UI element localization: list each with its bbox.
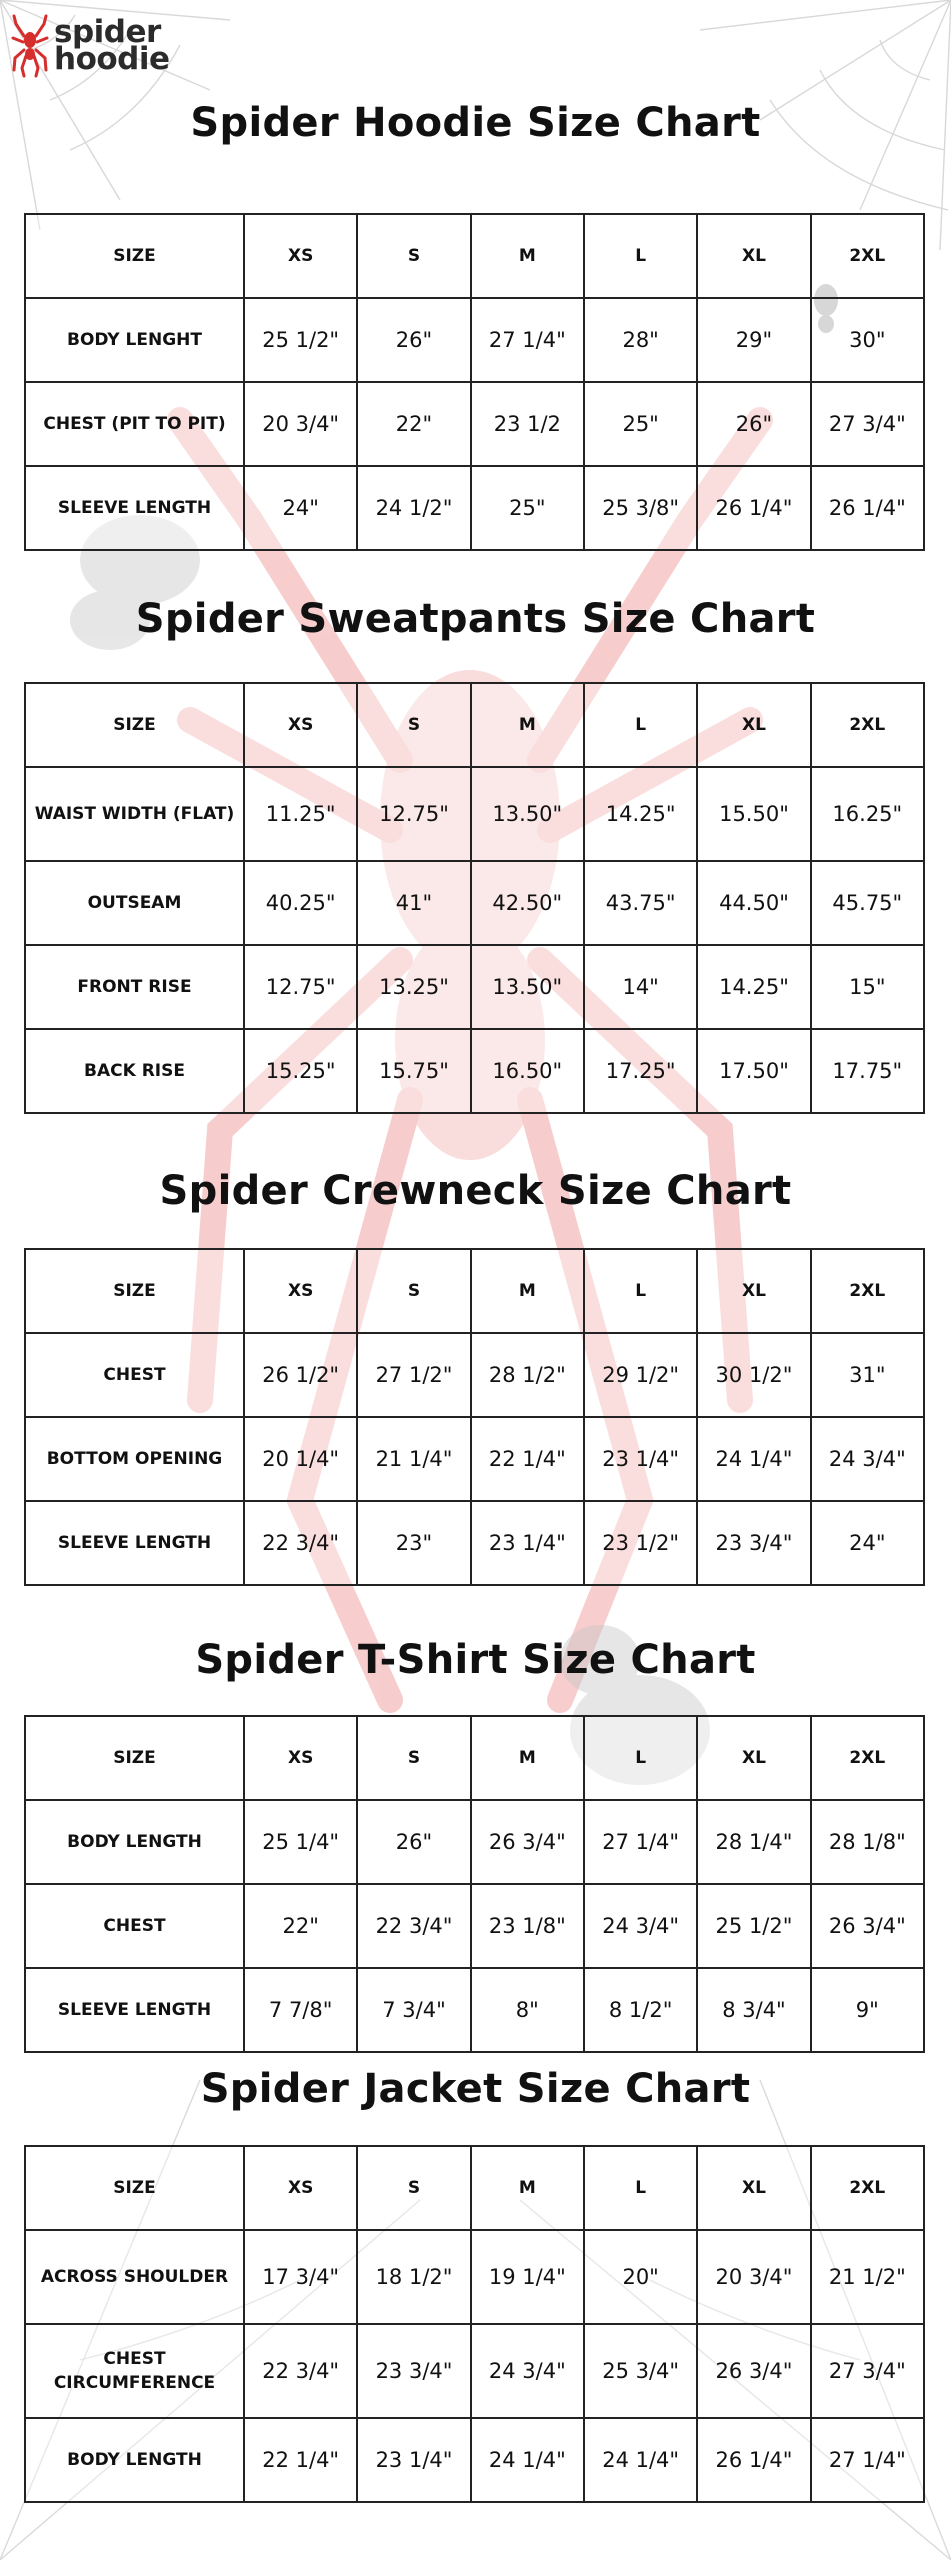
- value-cell: 24 1/4": [584, 2418, 697, 2502]
- value-cell: 23 1/4": [471, 1501, 584, 1585]
- header-cell: XL: [697, 1716, 810, 1800]
- value-cell: 27 1/2": [357, 1333, 470, 1417]
- header-cell: SIZE: [25, 2146, 244, 2230]
- value-cell: 40.25": [244, 861, 357, 945]
- value-cell: 31": [811, 1333, 924, 1417]
- value-cell: 20 3/4": [697, 2230, 810, 2324]
- value-cell: 26 3/4": [811, 1884, 924, 1968]
- row-label: BACK RISE: [25, 1029, 244, 1113]
- value-cell: 23 3/4": [697, 1501, 810, 1585]
- table-header-row: [25, 1716, 924, 1800]
- value-cell: 26": [697, 382, 810, 466]
- value-cell: 24": [811, 1501, 924, 1585]
- value-cell: 43.75": [584, 861, 697, 945]
- value-cell: 25 1/2": [244, 298, 357, 382]
- value-cell: 30 1/2": [697, 1333, 810, 1417]
- table-row: [25, 1029, 924, 1113]
- header-cell: XS: [244, 1249, 357, 1333]
- value-cell: 26": [357, 298, 470, 382]
- row-label: BODY LENGTH: [25, 1800, 244, 1884]
- value-cell: 27 3/4": [811, 2324, 924, 2418]
- header-cell: L: [584, 683, 697, 767]
- jacket-chart-title: Spider Jacket Size Chart: [200, 2066, 751, 2112]
- header-cell: XS: [244, 214, 357, 298]
- table-row: [25, 1501, 924, 1585]
- value-cell: 15.50": [697, 767, 810, 861]
- header-cell: L: [584, 2146, 697, 2230]
- value-cell: 26 1/4": [811, 466, 924, 550]
- value-cell: 7 3/4": [357, 1968, 470, 2052]
- value-cell: 12.75": [357, 767, 470, 861]
- value-cell: 25 3/8": [584, 466, 697, 550]
- value-cell: 23 3/4": [357, 2324, 470, 2418]
- value-cell: 27 1/4": [811, 2418, 924, 2502]
- value-cell: 25": [471, 466, 584, 550]
- value-cell: 20 3/4": [244, 382, 357, 466]
- table-row: [25, 945, 924, 1029]
- table-row: [25, 2418, 924, 2502]
- value-cell: 25 3/4": [584, 2324, 697, 2418]
- value-cell: 14": [584, 945, 697, 1029]
- header-cell: S: [357, 1249, 470, 1333]
- value-cell: 15": [811, 945, 924, 1029]
- header-cell: 2XL: [811, 683, 924, 767]
- value-cell: 23 1/4": [357, 2418, 470, 2502]
- value-cell: 23 1/4": [584, 1417, 697, 1501]
- value-cell: 22": [244, 1884, 357, 1968]
- table-row: [25, 767, 924, 861]
- value-cell: 29": [697, 298, 810, 382]
- value-cell: 28 1/2": [471, 1333, 584, 1417]
- row-label: BOTTOM OPENING: [25, 1417, 244, 1501]
- header-cell: S: [357, 683, 470, 767]
- table-row: [25, 1968, 924, 2052]
- value-cell: 8 1/2": [584, 1968, 697, 2052]
- header-cell: M: [471, 214, 584, 298]
- brand-line-2: hoodie: [54, 41, 170, 77]
- value-cell: 8": [471, 1968, 584, 2052]
- value-cell: 7 7/8": [244, 1968, 357, 2052]
- row-label: BODY LENGHT: [25, 298, 244, 382]
- crewneck-size-table: [24, 1248, 925, 1586]
- header-cell: SIZE: [25, 214, 244, 298]
- table-row: [25, 2230, 924, 2324]
- row-label: ACROSS SHOULDER: [25, 2230, 244, 2324]
- header-cell: 2XL: [811, 214, 924, 298]
- row-label: SLEEVE LENGTH: [25, 1968, 244, 2052]
- sweatpants-chart-title: Spider Sweatpants Size Chart: [135, 596, 816, 642]
- value-cell: 17.75": [811, 1029, 924, 1113]
- value-cell: 14.25": [697, 945, 810, 1029]
- row-label: CHEST: [25, 1333, 244, 1417]
- header-cell: 2XL: [811, 1249, 924, 1333]
- header-cell: M: [471, 2146, 584, 2230]
- value-cell: 17 3/4": [244, 2230, 357, 2324]
- value-cell: 26 3/4": [697, 2324, 810, 2418]
- header-cell: SIZE: [25, 683, 244, 767]
- hoodie-size-table: [24, 213, 925, 551]
- value-cell: 9": [811, 1968, 924, 2052]
- row-label: OUTSEAM: [25, 861, 244, 945]
- value-cell: 24 1/4": [697, 1417, 810, 1501]
- row-label: WAIST WIDTH (FLAT): [25, 767, 244, 861]
- header-cell: XL: [697, 683, 810, 767]
- value-cell: 24 1/4": [471, 2418, 584, 2502]
- header-cell: M: [471, 1716, 584, 1800]
- row-label: SLEEVE LENGTH: [25, 466, 244, 550]
- tshirt-size-table: [24, 1715, 925, 2053]
- header-cell: M: [471, 683, 584, 767]
- value-cell: 22 3/4": [244, 2324, 357, 2418]
- value-cell: 28": [584, 298, 697, 382]
- value-cell: 26": [357, 1800, 470, 1884]
- value-cell: 11.25": [244, 767, 357, 861]
- header-cell: 2XL: [811, 1716, 924, 1800]
- value-cell: 25 1/4": [244, 1800, 357, 1884]
- header-cell: L: [584, 1716, 697, 1800]
- header-cell: S: [357, 1716, 470, 1800]
- spider-logo-icon: [10, 14, 50, 78]
- value-cell: 22 1/4": [244, 2418, 357, 2502]
- value-cell: 8 3/4": [697, 1968, 810, 2052]
- value-cell: 21 1/2": [811, 2230, 924, 2324]
- value-cell: 28 1/8": [811, 1800, 924, 1884]
- value-cell: 23 1/8": [471, 1884, 584, 1968]
- value-cell: 13.50": [471, 945, 584, 1029]
- header-cell: M: [471, 1249, 584, 1333]
- value-cell: 22 3/4": [357, 1884, 470, 1968]
- value-cell: 27 3/4": [811, 382, 924, 466]
- value-cell: 26 1/2": [244, 1333, 357, 1417]
- value-cell: 41": [357, 861, 470, 945]
- table-header-row: [25, 1249, 924, 1333]
- table-row: [25, 2324, 924, 2418]
- value-cell: 16.50": [471, 1029, 584, 1113]
- value-cell: 14.25": [584, 767, 697, 861]
- value-cell: 15.75": [357, 1029, 470, 1113]
- header-cell: L: [584, 214, 697, 298]
- hoodie-chart-title: Spider Hoodie Size Chart: [190, 100, 761, 146]
- header-cell: 2XL: [811, 2146, 924, 2230]
- header-cell: XL: [697, 1249, 810, 1333]
- value-cell: 18 1/2": [357, 2230, 470, 2324]
- header-cell: XL: [697, 2146, 810, 2230]
- value-cell: 42.50": [471, 861, 584, 945]
- value-cell: 24 3/4": [471, 2324, 584, 2418]
- value-cell: 27 1/4": [471, 298, 584, 382]
- value-cell: 25 1/2": [697, 1884, 810, 1968]
- row-label: CHEST: [25, 1884, 244, 1968]
- value-cell: 44.50": [697, 861, 810, 945]
- value-cell: 13.25": [357, 945, 470, 1029]
- header-cell: L: [584, 1249, 697, 1333]
- value-cell: 29 1/2": [584, 1333, 697, 1417]
- value-cell: 24": [244, 466, 357, 550]
- brand-name: [54, 14, 170, 77]
- value-cell: 27 1/4": [584, 1800, 697, 1884]
- value-cell: 22 3/4": [244, 1501, 357, 1585]
- value-cell: 24 3/4": [811, 1417, 924, 1501]
- header-cell: S: [357, 2146, 470, 2230]
- header-cell: XS: [244, 683, 357, 767]
- brand-line-1: spider: [54, 14, 161, 50]
- value-cell: 28 1/4": [697, 1800, 810, 1884]
- table-header-row: [25, 214, 924, 298]
- value-cell: 30": [811, 298, 924, 382]
- value-cell: 45.75": [811, 861, 924, 945]
- value-cell: 17.50": [697, 1029, 810, 1113]
- value-cell: 24 3/4": [584, 1884, 697, 1968]
- value-cell: 22": [357, 382, 470, 466]
- row-label: BODY LENGTH: [25, 2418, 244, 2502]
- value-cell: 19 1/4": [471, 2230, 584, 2324]
- value-cell: 23": [357, 1501, 470, 1585]
- value-cell: 26 1/4": [697, 2418, 810, 2502]
- table-header-row: [25, 683, 924, 767]
- table-row: [25, 298, 924, 382]
- value-cell: 24 1/2": [357, 466, 470, 550]
- table-row: [25, 861, 924, 945]
- table-header-row: [25, 2146, 924, 2230]
- value-cell: 23 1/2: [471, 382, 584, 466]
- value-cell: 22 1/4": [471, 1417, 584, 1501]
- header-cell: XL: [697, 214, 810, 298]
- sweatpants-size-table: [24, 682, 925, 1114]
- row-label: CHEST (PIT TO PIT): [25, 382, 244, 466]
- value-cell: 26 3/4": [471, 1800, 584, 1884]
- value-cell: 13.50": [471, 767, 584, 861]
- value-cell: 26 1/4": [697, 466, 810, 550]
- header-cell: SIZE: [25, 1716, 244, 1800]
- row-label: CHEST CIRCUMFERENCE: [25, 2324, 244, 2418]
- value-cell: 20": [584, 2230, 697, 2324]
- table-row: [25, 1884, 924, 1968]
- header-cell: S: [357, 214, 470, 298]
- value-cell: 16.25": [811, 767, 924, 861]
- table-row: [25, 1800, 924, 1884]
- jacket-size-table: [24, 2145, 925, 2503]
- value-cell: 15.25": [244, 1029, 357, 1113]
- table-row: [25, 466, 924, 550]
- header-cell: SIZE: [25, 1249, 244, 1333]
- value-cell: 17.25": [584, 1029, 697, 1113]
- brand-logo: [10, 14, 170, 78]
- tshirt-chart-title: Spider T-Shirt Size Chart: [195, 1637, 756, 1683]
- table-row: [25, 1333, 924, 1417]
- table-row: [25, 1417, 924, 1501]
- value-cell: 20 1/4": [244, 1417, 357, 1501]
- value-cell: 23 1/2": [584, 1501, 697, 1585]
- table-row: [25, 382, 924, 466]
- header-cell: XS: [244, 2146, 357, 2230]
- header-cell: XS: [244, 1716, 357, 1800]
- value-cell: 25": [584, 382, 697, 466]
- crewneck-chart-title: Spider Crewneck Size Chart: [159, 1168, 792, 1214]
- row-label: SLEEVE LENGTH: [25, 1501, 244, 1585]
- value-cell: 12.75": [244, 945, 357, 1029]
- value-cell: 21 1/4": [357, 1417, 470, 1501]
- row-label: FRONT RISE: [25, 945, 244, 1029]
